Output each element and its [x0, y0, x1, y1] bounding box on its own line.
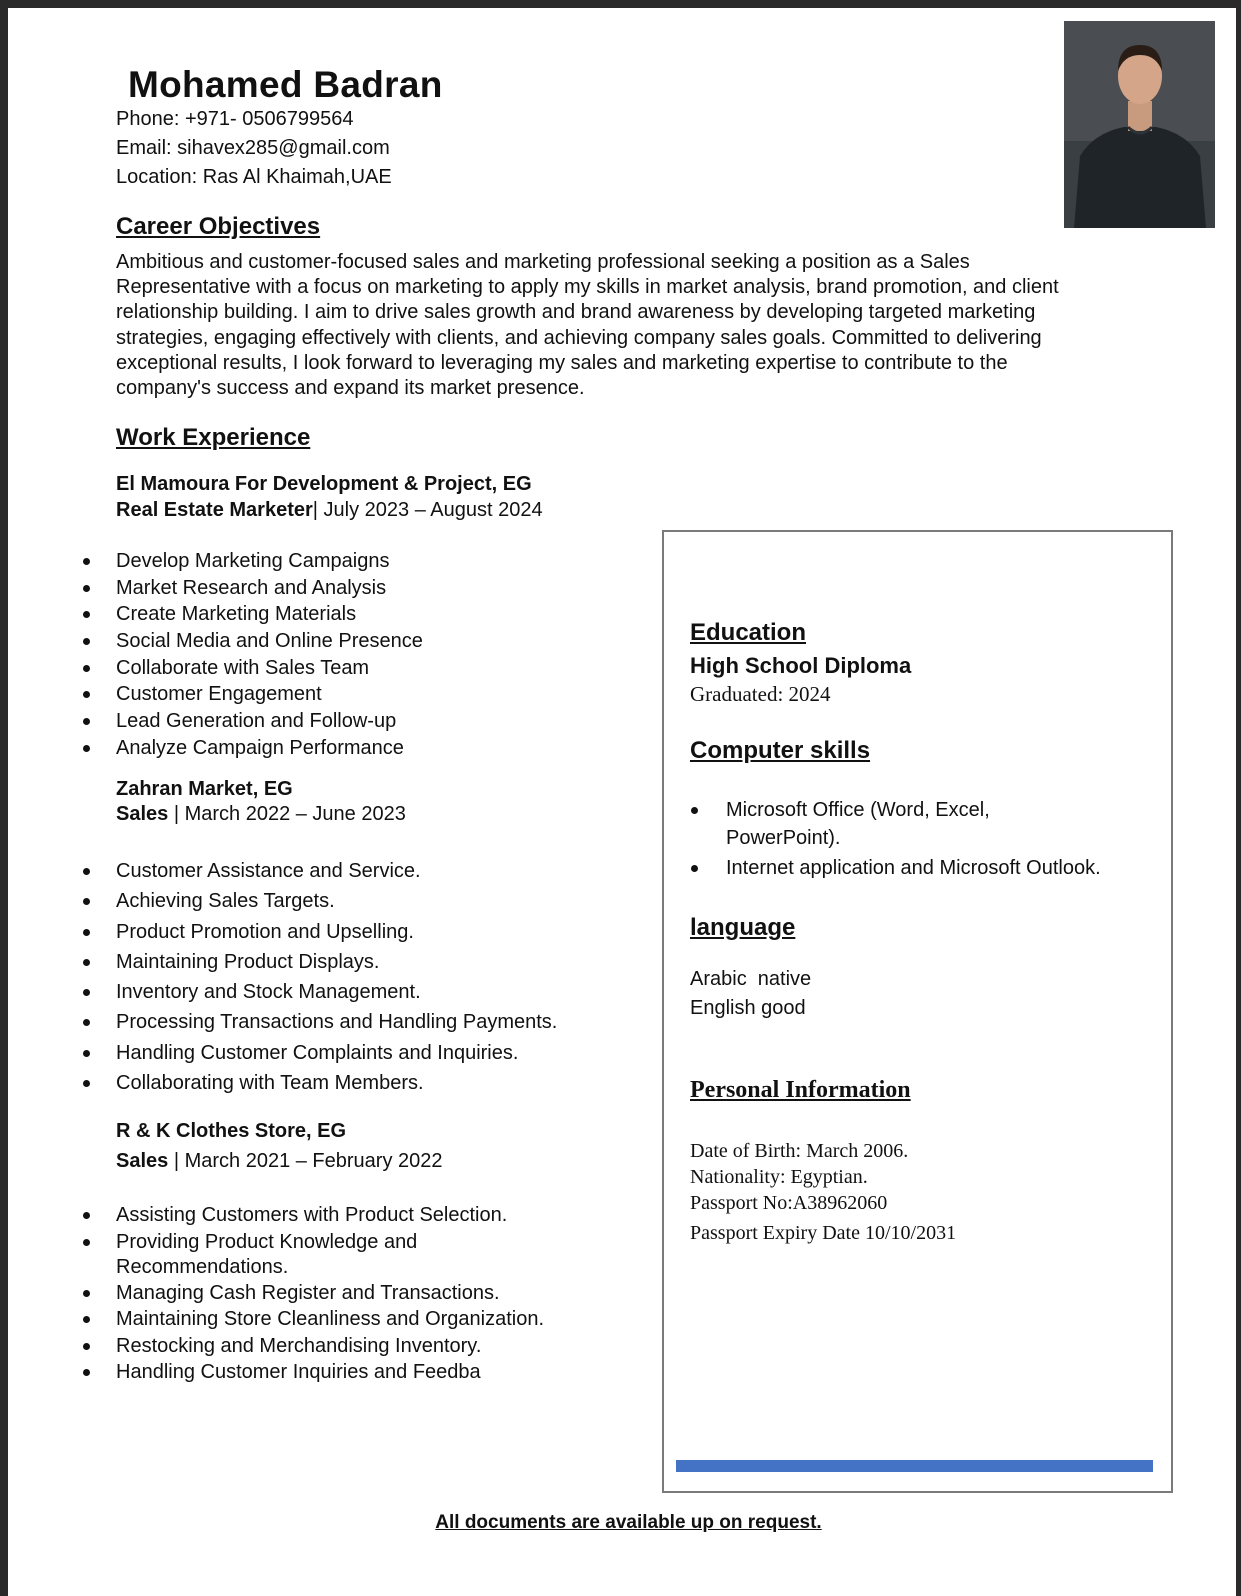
list-item: Market Research and Analysis — [116, 576, 423, 603]
work-experience-heading: Work Experience — [116, 424, 311, 451]
job-role-line — [116, 803, 406, 826]
accent-bar — [676, 1460, 1153, 1472]
computer-skills-list — [726, 796, 1146, 884]
list-item: Maintaining Product Displays. — [116, 950, 557, 980]
personal-passport-no: Passport No:A38962060 — [690, 1192, 888, 1214]
person-photo-icon — [1064, 21, 1215, 228]
objective-line: exceptional results, I look forward to leveraging my sales and marketing expertise to contribute to the — [116, 351, 1008, 374]
list-item: Managing Cash Register and Transactions. — [116, 1281, 544, 1308]
job-duties-list — [116, 859, 557, 1101]
personal-info-heading: Personal Information — [690, 1077, 911, 1103]
objective-line: strategies, engaging effectively with clients, and achieving company sales goals. Committed to delivering — [116, 326, 1042, 349]
computer-skills-heading: Computer skills — [690, 737, 871, 764]
list-item: Microsoft Office (Word, Excel, PowerPoint). — [726, 796, 1026, 852]
resume-page — [8, 8, 1236, 1596]
list-item: Restocking and Merchandising Inventory. — [116, 1334, 544, 1361]
profile-photo — [1064, 21, 1215, 228]
job-company: Zahran Market, EG — [116, 778, 293, 800]
list-item: Assisting Customers with Product Selection. — [116, 1203, 544, 1230]
job-dates: | March 2021 – February 2022 — [168, 1150, 443, 1172]
job-company: R & K Clothes Store, EG — [116, 1120, 347, 1142]
education-degree: High School Diploma — [690, 653, 912, 678]
list-item: Maintaining Store Cleanliness and Organization. — [116, 1307, 544, 1334]
list-item: Social Media and Online Presence — [116, 629, 423, 656]
language-item: Arabic native — [690, 968, 812, 990]
objective-line: Ambitious and customer-focused sales and marketing professional seeking a position as a Sales — [116, 251, 970, 273]
objective-line: company's success and expand its market presence. — [116, 377, 585, 400]
list-item: Handling Customer Complaints and Inquiries. — [116, 1041, 557, 1071]
list-item: Product Promotion and Upselling. — [116, 920, 557, 950]
personal-nationality: Nationality: Egyptian. — [690, 1166, 868, 1188]
list-item: Customer Engagement — [116, 682, 423, 709]
job-role: Sales — [116, 1150, 169, 1172]
education-graduated: Graduated: 2024 — [690, 682, 831, 706]
job-dates: | July 2023 – August 2024 — [312, 499, 543, 521]
objective-line: Representative with a focus on marketing to apply my skills in market analysis, brand promotion, and client — [116, 276, 1059, 299]
list-item: Inventory and Stock Management. — [116, 980, 557, 1010]
list-item: Internet application and Microsoft Outlook. — [726, 854, 1146, 882]
job-role: Sales — [116, 803, 169, 825]
email-line: Email: sihavex285@gmail.com — [116, 137, 390, 159]
applicant-name: Mohamed Badran — [128, 64, 443, 105]
location-line: Location: Ras Al Khaimah,UAE — [116, 166, 392, 188]
job-role-line — [116, 1150, 443, 1173]
language-heading: language — [690, 914, 796, 941]
list-item: Analyze Campaign Performance — [116, 736, 423, 763]
job-duties-list — [116, 1203, 544, 1387]
career-objectives-heading: Career Objectives — [116, 213, 321, 240]
career-objectives-text — [116, 250, 1176, 401]
job-role: Real Estate Marketer — [116, 499, 313, 521]
job-company: El Mamoura For Development & Project, EG — [116, 473, 532, 495]
job-role-line — [116, 499, 543, 522]
personal-passport-expiry: Passport Expiry Date 10/10/2031 — [690, 1222, 957, 1244]
objective-line: relationship building. I aim to drive sales growth and brand awareness by developing targeted marketing — [116, 301, 1036, 324]
personal-dob: Date of Birth: March 2006. — [690, 1140, 909, 1162]
job-duties-list — [116, 549, 423, 763]
language-item: English good — [690, 997, 806, 1019]
list-item: Create Marketing Materials — [116, 602, 423, 629]
job-dates: | March 2022 – June 2023 — [168, 803, 406, 825]
list-item: Handling Customer Inquiries and Feedba — [116, 1360, 544, 1387]
list-item: Achieving Sales Targets. — [116, 889, 557, 919]
list-item: Lead Generation and Follow-up — [116, 709, 423, 736]
list-item: Processing Transactions and Handling Payments. — [116, 1010, 557, 1040]
list-item: Collaborating with Team Members. — [116, 1071, 557, 1101]
footer-note: All documents are available up on request. — [435, 1512, 822, 1533]
list-item: Providing Product Knowledge and Recommendations. — [116, 1230, 476, 1281]
list-item: Customer Assistance and Service. — [116, 859, 557, 889]
list-item: Develop Marketing Campaigns — [116, 549, 423, 576]
phone-line: Phone: +971- 0506799564 — [116, 108, 354, 130]
list-item: Collaborate with Sales Team — [116, 656, 423, 683]
education-heading: Education — [690, 619, 807, 646]
